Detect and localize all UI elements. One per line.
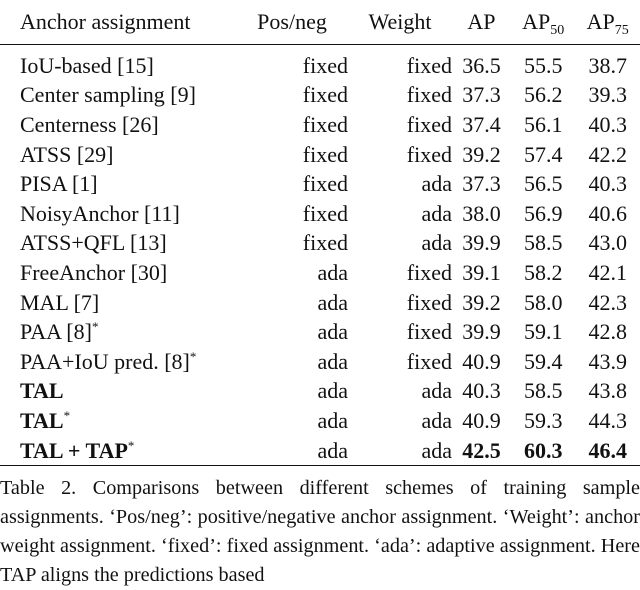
cell-ap xyxy=(452,45,511,81)
cell-ap50 xyxy=(511,45,576,81)
cell-weight-text: fixed xyxy=(406,141,452,167)
cell-ap50-text: 58.0 xyxy=(523,289,563,315)
cell-ap xyxy=(452,436,511,466)
cell-ap75 xyxy=(575,288,640,318)
cell-ap50-text: 56.5 xyxy=(523,171,563,197)
cell-anchor-assignment-text: TAL + TAP xyxy=(20,437,128,463)
cell-weight xyxy=(348,45,452,81)
cell-anchor-assignment-text: ATSS+QFL [13] xyxy=(20,230,167,256)
header-row xyxy=(0,0,640,45)
cell-ap xyxy=(452,140,511,170)
cell-ap50-text: 58.2 xyxy=(523,259,563,285)
cell-pos-neg-text: ada xyxy=(317,289,348,315)
cell-ap75-text: 43.9 xyxy=(588,348,627,374)
cell-anchor-assignment-text: FreeAnchor [30] xyxy=(20,259,168,285)
cell-ap75-text: 39.3 xyxy=(588,82,627,108)
cell-weight xyxy=(348,347,452,377)
cell-anchor-assignment xyxy=(0,140,236,170)
cell-ap75 xyxy=(575,347,640,377)
cell-ap50 xyxy=(511,81,576,111)
cell-anchor-assignment-text: PAA+IoU pred. [8] xyxy=(20,348,190,374)
cell-anchor-assignment-text: Centerness [26] xyxy=(20,111,159,137)
cell-ap xyxy=(452,258,511,288)
header-ap75-base: AP xyxy=(586,9,615,34)
cell-weight-text: ada xyxy=(421,230,452,256)
cell-anchor-assignment-text: PISA [1] xyxy=(20,171,98,197)
cell-ap50-text: 56.1 xyxy=(523,111,563,137)
table-row xyxy=(0,288,640,318)
cell-ap-text: 36.5 xyxy=(462,52,501,78)
cell-pos-neg-text: ada xyxy=(317,378,348,404)
header-pos-neg: Pos/neg xyxy=(236,0,348,45)
cell-weight xyxy=(348,288,452,318)
table-row xyxy=(0,229,640,259)
cell-ap50 xyxy=(511,317,576,347)
cell-weight-text: fixed xyxy=(406,319,452,345)
cell-ap xyxy=(452,347,511,377)
cell-ap75 xyxy=(575,110,640,140)
cell-pos-neg xyxy=(236,288,348,318)
header-ap75 xyxy=(575,0,640,45)
cell-ap75 xyxy=(575,81,640,111)
cell-ap50-text: 55.5 xyxy=(523,52,563,78)
footnote-marker: * xyxy=(127,437,135,453)
cell-pos-neg xyxy=(236,347,348,377)
cell-ap-text: 39.9 xyxy=(462,230,501,256)
header-weight: Weight xyxy=(348,0,452,45)
cell-ap xyxy=(452,169,511,199)
cell-ap75 xyxy=(575,45,640,81)
cell-pos-neg-text: fixed xyxy=(302,111,348,137)
footnote-marker: * xyxy=(91,319,99,335)
cell-weight xyxy=(348,406,452,436)
cell-anchor-assignment xyxy=(0,229,236,259)
cell-ap xyxy=(452,81,511,111)
table-row xyxy=(0,81,640,111)
table-row xyxy=(0,347,640,377)
header-ap75-sub: 75 xyxy=(614,23,629,38)
cell-pos-neg xyxy=(236,199,348,229)
cell-ap50-text: 58.5 xyxy=(523,378,563,404)
cell-pos-neg-text: ada xyxy=(317,348,348,374)
cell-pos-neg-text: ada xyxy=(317,319,348,345)
table-header xyxy=(0,0,640,45)
header-ap: AP xyxy=(452,0,511,45)
cell-weight xyxy=(348,140,452,170)
cell-ap xyxy=(452,317,511,347)
cell-ap75 xyxy=(575,258,640,288)
cell-ap-text: 39.9 xyxy=(462,319,501,345)
cell-anchor-assignment-text: TAL xyxy=(20,378,64,404)
footnote-marker: * xyxy=(189,348,197,364)
cell-weight-text: fixed xyxy=(406,82,452,108)
cell-ap75 xyxy=(575,377,640,407)
cell-pos-neg-text: fixed xyxy=(302,230,348,256)
cell-ap50 xyxy=(511,258,576,288)
cell-weight-text: ada xyxy=(421,437,452,463)
cell-pos-neg xyxy=(236,140,348,170)
cell-pos-neg-text: fixed xyxy=(302,171,348,197)
cell-ap xyxy=(452,199,511,229)
cell-pos-neg-text: fixed xyxy=(302,141,348,167)
table-row xyxy=(0,377,640,407)
cell-pos-neg-text: ada xyxy=(317,407,348,433)
cell-ap75-text: 42.3 xyxy=(588,289,627,315)
cell-weight-text: ada xyxy=(421,200,452,226)
cell-ap75-text: 43.0 xyxy=(588,230,627,256)
cell-weight xyxy=(348,81,452,111)
cell-ap xyxy=(452,377,511,407)
cell-anchor-assignment-text: IoU-based [15] xyxy=(20,52,154,78)
cell-anchor-assignment-text: TAL xyxy=(20,407,64,433)
table-row xyxy=(0,436,640,466)
cell-weight xyxy=(348,436,452,466)
cell-ap xyxy=(452,229,511,259)
header-anchor-assignment: Anchor assignment xyxy=(0,0,236,45)
cell-ap75 xyxy=(575,169,640,199)
cell-pos-neg xyxy=(236,110,348,140)
cell-ap75-text: 44.3 xyxy=(588,407,627,433)
cell-ap50-text: 59.4 xyxy=(523,348,563,374)
cell-ap50 xyxy=(511,347,576,377)
cell-weight-text: fixed xyxy=(406,348,452,374)
cell-weight xyxy=(348,110,452,140)
table-body xyxy=(0,45,640,466)
cell-ap50-text: 59.3 xyxy=(523,407,563,433)
cell-weight-text: fixed xyxy=(406,52,452,78)
cell-ap-text: 40.9 xyxy=(462,407,501,433)
cell-ap50-text: 57.4 xyxy=(523,141,563,167)
table-caption: Table 2. Comparisons between different schemes of training sample assignments. ‘Pos/neg’: positive/negative anchor assignment. ‘Weight’: anchor weight assignment. ‘fixed’: fixed assignment. ‘ada’: adaptive assignment. Here TAP aligns the predictions based xyxy=(0,477,640,586)
cell-anchor-assignment-text: Center sampling [9] xyxy=(20,82,196,108)
cell-pos-neg xyxy=(236,81,348,111)
cell-weight xyxy=(348,258,452,288)
cell-pos-neg xyxy=(236,377,348,407)
cell-pos-neg xyxy=(236,406,348,436)
table-row xyxy=(0,45,640,81)
cell-ap75-text: 40.6 xyxy=(588,200,627,226)
table-row xyxy=(0,317,640,347)
cell-pos-neg-text: fixed xyxy=(302,52,348,78)
cell-ap50 xyxy=(511,436,576,466)
cell-anchor-assignment-text: NoisyAnchor [11] xyxy=(20,200,180,226)
cell-ap75-text: 46.4 xyxy=(588,437,627,463)
cell-anchor-assignment xyxy=(0,110,236,140)
cell-ap-text: 40.9 xyxy=(462,348,501,374)
cell-anchor-assignment xyxy=(0,258,236,288)
cell-pos-neg-text: ada xyxy=(317,259,348,285)
cell-pos-neg xyxy=(236,45,348,81)
table-row xyxy=(0,406,640,436)
header-ap50-sub: 50 xyxy=(550,23,565,38)
cell-anchor-assignment xyxy=(0,377,236,407)
cell-anchor-assignment xyxy=(0,406,236,436)
cell-ap-text: 37.4 xyxy=(462,111,501,137)
cell-ap50 xyxy=(511,169,576,199)
cell-anchor-assignment xyxy=(0,288,236,318)
cell-ap-text: 38.0 xyxy=(462,200,501,226)
cell-anchor-assignment xyxy=(0,347,236,377)
cell-ap75-text: 42.1 xyxy=(588,259,627,285)
cell-weight-text: fixed xyxy=(406,111,452,137)
cell-ap50 xyxy=(511,377,576,407)
cell-weight xyxy=(348,169,452,199)
cell-weight-text: ada xyxy=(421,171,452,197)
cell-anchor-assignment-text: ATSS [29] xyxy=(20,141,114,167)
cell-pos-neg xyxy=(236,436,348,466)
cell-anchor-assignment xyxy=(0,317,236,347)
cell-ap-text: 40.3 xyxy=(462,378,501,404)
cell-ap-text: 37.3 xyxy=(462,82,501,108)
cell-weight-text: fixed xyxy=(406,259,452,285)
cell-weight-text: ada xyxy=(421,407,452,433)
cell-ap xyxy=(452,110,511,140)
cell-ap-text: 39.1 xyxy=(462,259,501,285)
cell-pos-neg-text: ada xyxy=(317,437,348,463)
table-row xyxy=(0,258,640,288)
cell-ap50-text: 60.3 xyxy=(523,437,563,463)
cell-ap75 xyxy=(575,140,640,170)
cell-ap75 xyxy=(575,199,640,229)
cell-anchor-assignment xyxy=(0,81,236,111)
cell-ap-text: 37.3 xyxy=(462,171,501,197)
cell-ap xyxy=(452,288,511,318)
cell-anchor-assignment xyxy=(0,199,236,229)
cell-anchor-assignment xyxy=(0,436,236,466)
cell-ap50 xyxy=(511,110,576,140)
cell-ap75-text: 40.3 xyxy=(588,171,627,197)
cell-ap50 xyxy=(511,140,576,170)
cell-pos-neg xyxy=(236,169,348,199)
table-row xyxy=(0,199,640,229)
cell-ap75 xyxy=(575,436,640,466)
cell-weight-text: ada xyxy=(421,378,452,404)
cell-weight-text: fixed xyxy=(406,289,452,315)
cell-ap50 xyxy=(511,288,576,318)
footnote-marker: * xyxy=(63,407,71,423)
cell-ap50 xyxy=(511,229,576,259)
cell-ap50-text: 56.9 xyxy=(523,200,563,226)
cell-ap-text: 39.2 xyxy=(462,141,501,167)
cell-anchor-assignment xyxy=(0,45,236,81)
header-ap50 xyxy=(511,0,576,45)
cell-anchor-assignment xyxy=(0,169,236,199)
cell-ap50-text: 56.2 xyxy=(523,82,563,108)
cell-ap75 xyxy=(575,229,640,259)
cell-ap50 xyxy=(511,406,576,436)
cell-pos-neg xyxy=(236,229,348,259)
cell-ap50-text: 58.5 xyxy=(523,230,563,256)
cell-weight xyxy=(348,377,452,407)
cell-weight xyxy=(348,199,452,229)
cell-ap-text: 39.2 xyxy=(462,289,501,315)
cell-ap75-text: 43.8 xyxy=(588,378,627,404)
cell-pos-neg xyxy=(236,317,348,347)
table-row xyxy=(0,169,640,199)
cell-ap75-text: 42.8 xyxy=(588,319,627,345)
table-row xyxy=(0,140,640,170)
cell-ap xyxy=(452,406,511,436)
cell-ap75 xyxy=(575,317,640,347)
cell-ap75-text: 38.7 xyxy=(588,52,627,78)
cell-ap75-text: 42.2 xyxy=(588,141,627,167)
cell-ap50 xyxy=(511,199,576,229)
cell-weight xyxy=(348,229,452,259)
cell-ap75-text: 40.3 xyxy=(588,111,627,137)
table-row xyxy=(0,110,640,140)
cell-ap50-text: 59.1 xyxy=(523,319,563,345)
cell-anchor-assignment-text: PAA [8] xyxy=(20,319,92,345)
cell-ap75 xyxy=(575,406,640,436)
cell-anchor-assignment-text: MAL [7] xyxy=(20,289,100,315)
cell-ap-text: 42.5 xyxy=(462,437,501,463)
cell-pos-neg-text: fixed xyxy=(302,200,348,226)
cell-weight xyxy=(348,317,452,347)
cell-pos-neg-text: fixed xyxy=(302,82,348,108)
header-ap50-base: AP xyxy=(522,9,551,34)
cell-pos-neg xyxy=(236,258,348,288)
